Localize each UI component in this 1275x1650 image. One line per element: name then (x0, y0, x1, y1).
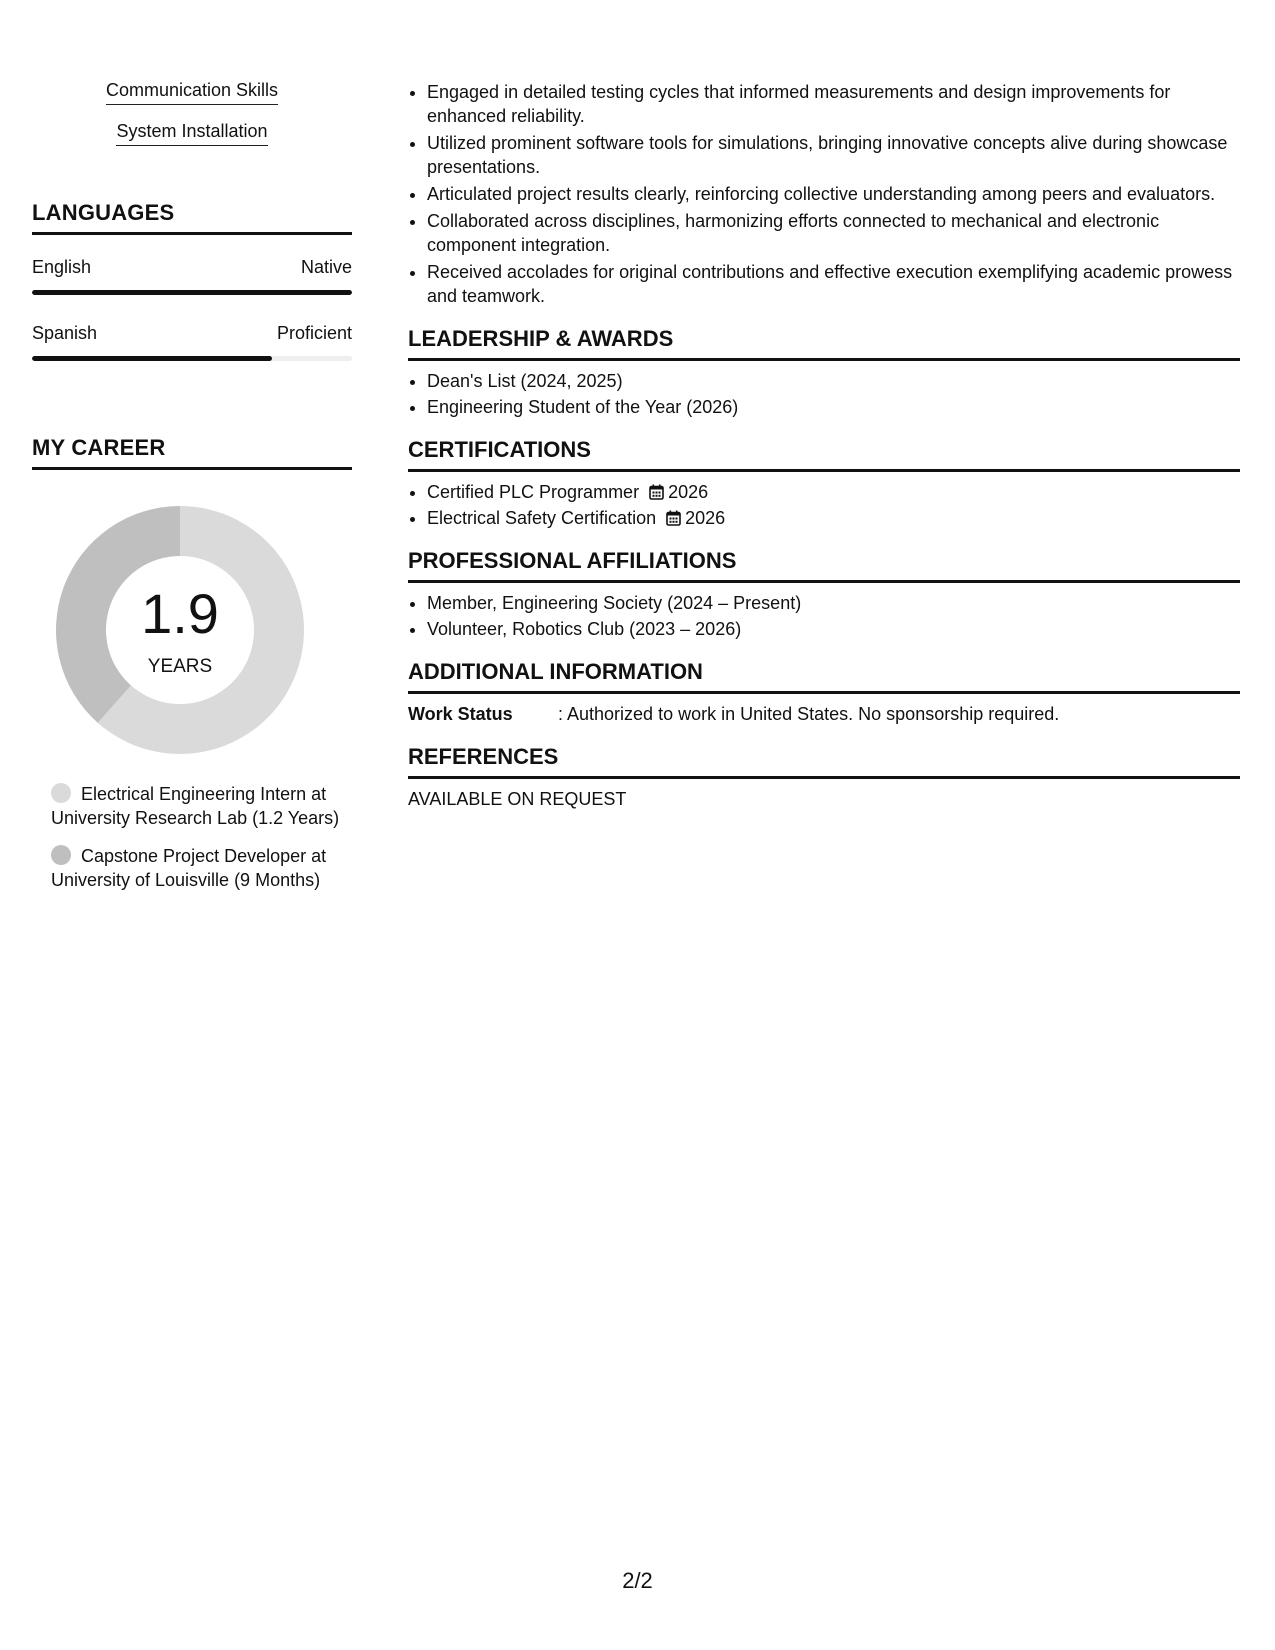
legend-item (51, 782, 352, 830)
list-item (427, 506, 1240, 530)
list-item: • Volunteer, Robotics Club (2023 – 2026) (427, 617, 1240, 641)
work-status-row (408, 702, 1240, 726)
list-item (427, 480, 1240, 504)
list-item: • Dean's List (2024, 2025) (427, 369, 1240, 393)
skill-tag: Communication Skills (106, 80, 278, 105)
career-title: MY CAREER (32, 435, 352, 470)
list-item: • Engaged in detailed testing cycles that informed measurements and design improvements for enhanced reliability. (427, 80, 1240, 128)
references-text: AVAILABLE ON REQUEST (408, 789, 627, 809)
work-status-value: : Authorized to work in United States. No sponsorship required. (558, 704, 1060, 724)
certification-name: Certified PLC Programmer (427, 482, 640, 502)
list-item: • Received accolades for original contributions and effective execution exemplifying academic prowess and teamwork. (427, 260, 1240, 308)
right-column (408, 80, 1240, 811)
page-number: 2/2 (622, 1568, 653, 1593)
language-row (32, 323, 352, 344)
skills-list (32, 80, 352, 162)
language-bar-track (32, 290, 352, 295)
language-level: Proficient (276, 323, 352, 343)
list-item: • Engineering Student of the Year (2026) (427, 395, 1240, 419)
references-title: REFERENCES (408, 744, 1240, 779)
certification-year: 2026 (668, 482, 709, 502)
work-status-label: Work Status (408, 704, 513, 724)
career-unit: YEARS (147, 656, 213, 677)
languages-title: LANGUAGES (32, 200, 352, 235)
list-item: • Utilized prominent software tools for simulations, bringing innovative concepts alive during showcase presentations. (427, 131, 1240, 179)
language-bar-fill (32, 356, 272, 361)
experience-bullets (408, 80, 1240, 308)
language-row (32, 257, 352, 278)
list-item: • Member, Engineering Society (2024 – Present) (427, 591, 1240, 615)
skill-tag: System Installation (116, 121, 267, 146)
calendar-icon (649, 484, 664, 500)
legend-item (51, 844, 352, 892)
legend-dot (51, 845, 71, 865)
legend-dot (51, 783, 71, 803)
career-donut-chart (54, 504, 306, 756)
language-level: Native (300, 257, 352, 277)
affiliations-list (408, 591, 1240, 641)
calendar-icon (666, 510, 681, 526)
list-item: • Articulated project results clearly, reinforcing collective understanding among peers and evaluators. (427, 182, 1240, 206)
donut-center (54, 504, 306, 756)
certifications-title: CERTIFICATIONS (408, 437, 1240, 472)
legend-label: Electrical Engineering Intern at University Research Lab (1.2 Years) (51, 784, 340, 828)
language-name: English (32, 257, 92, 277)
language-bar-fill (32, 290, 352, 295)
career-section (32, 435, 352, 892)
certifications-list (408, 480, 1240, 530)
career-legend (32, 782, 352, 892)
affiliations-title: PROFESSIONAL AFFILIATIONS (408, 548, 1240, 583)
language-name: Spanish (32, 323, 98, 343)
career-total: 1.9 (141, 582, 219, 645)
languages-section (32, 200, 352, 361)
language-bar-track (32, 356, 352, 361)
certification-year: 2026 (685, 508, 726, 528)
legend-label: Capstone Project Developer at University of Louisville (9 Months) (51, 846, 327, 890)
certification-name: Electrical Safety Certification (427, 508, 657, 528)
awards-title: LEADERSHIP & AWARDS (408, 326, 1240, 361)
list-item: • Collaborated across disciplines, harmonizing efforts connected to mechanical and electronic component integration. (427, 209, 1240, 257)
additional-info-title: ADDITIONAL INFORMATION (408, 659, 1240, 694)
awards-list (408, 369, 1240, 419)
left-column (32, 80, 352, 906)
